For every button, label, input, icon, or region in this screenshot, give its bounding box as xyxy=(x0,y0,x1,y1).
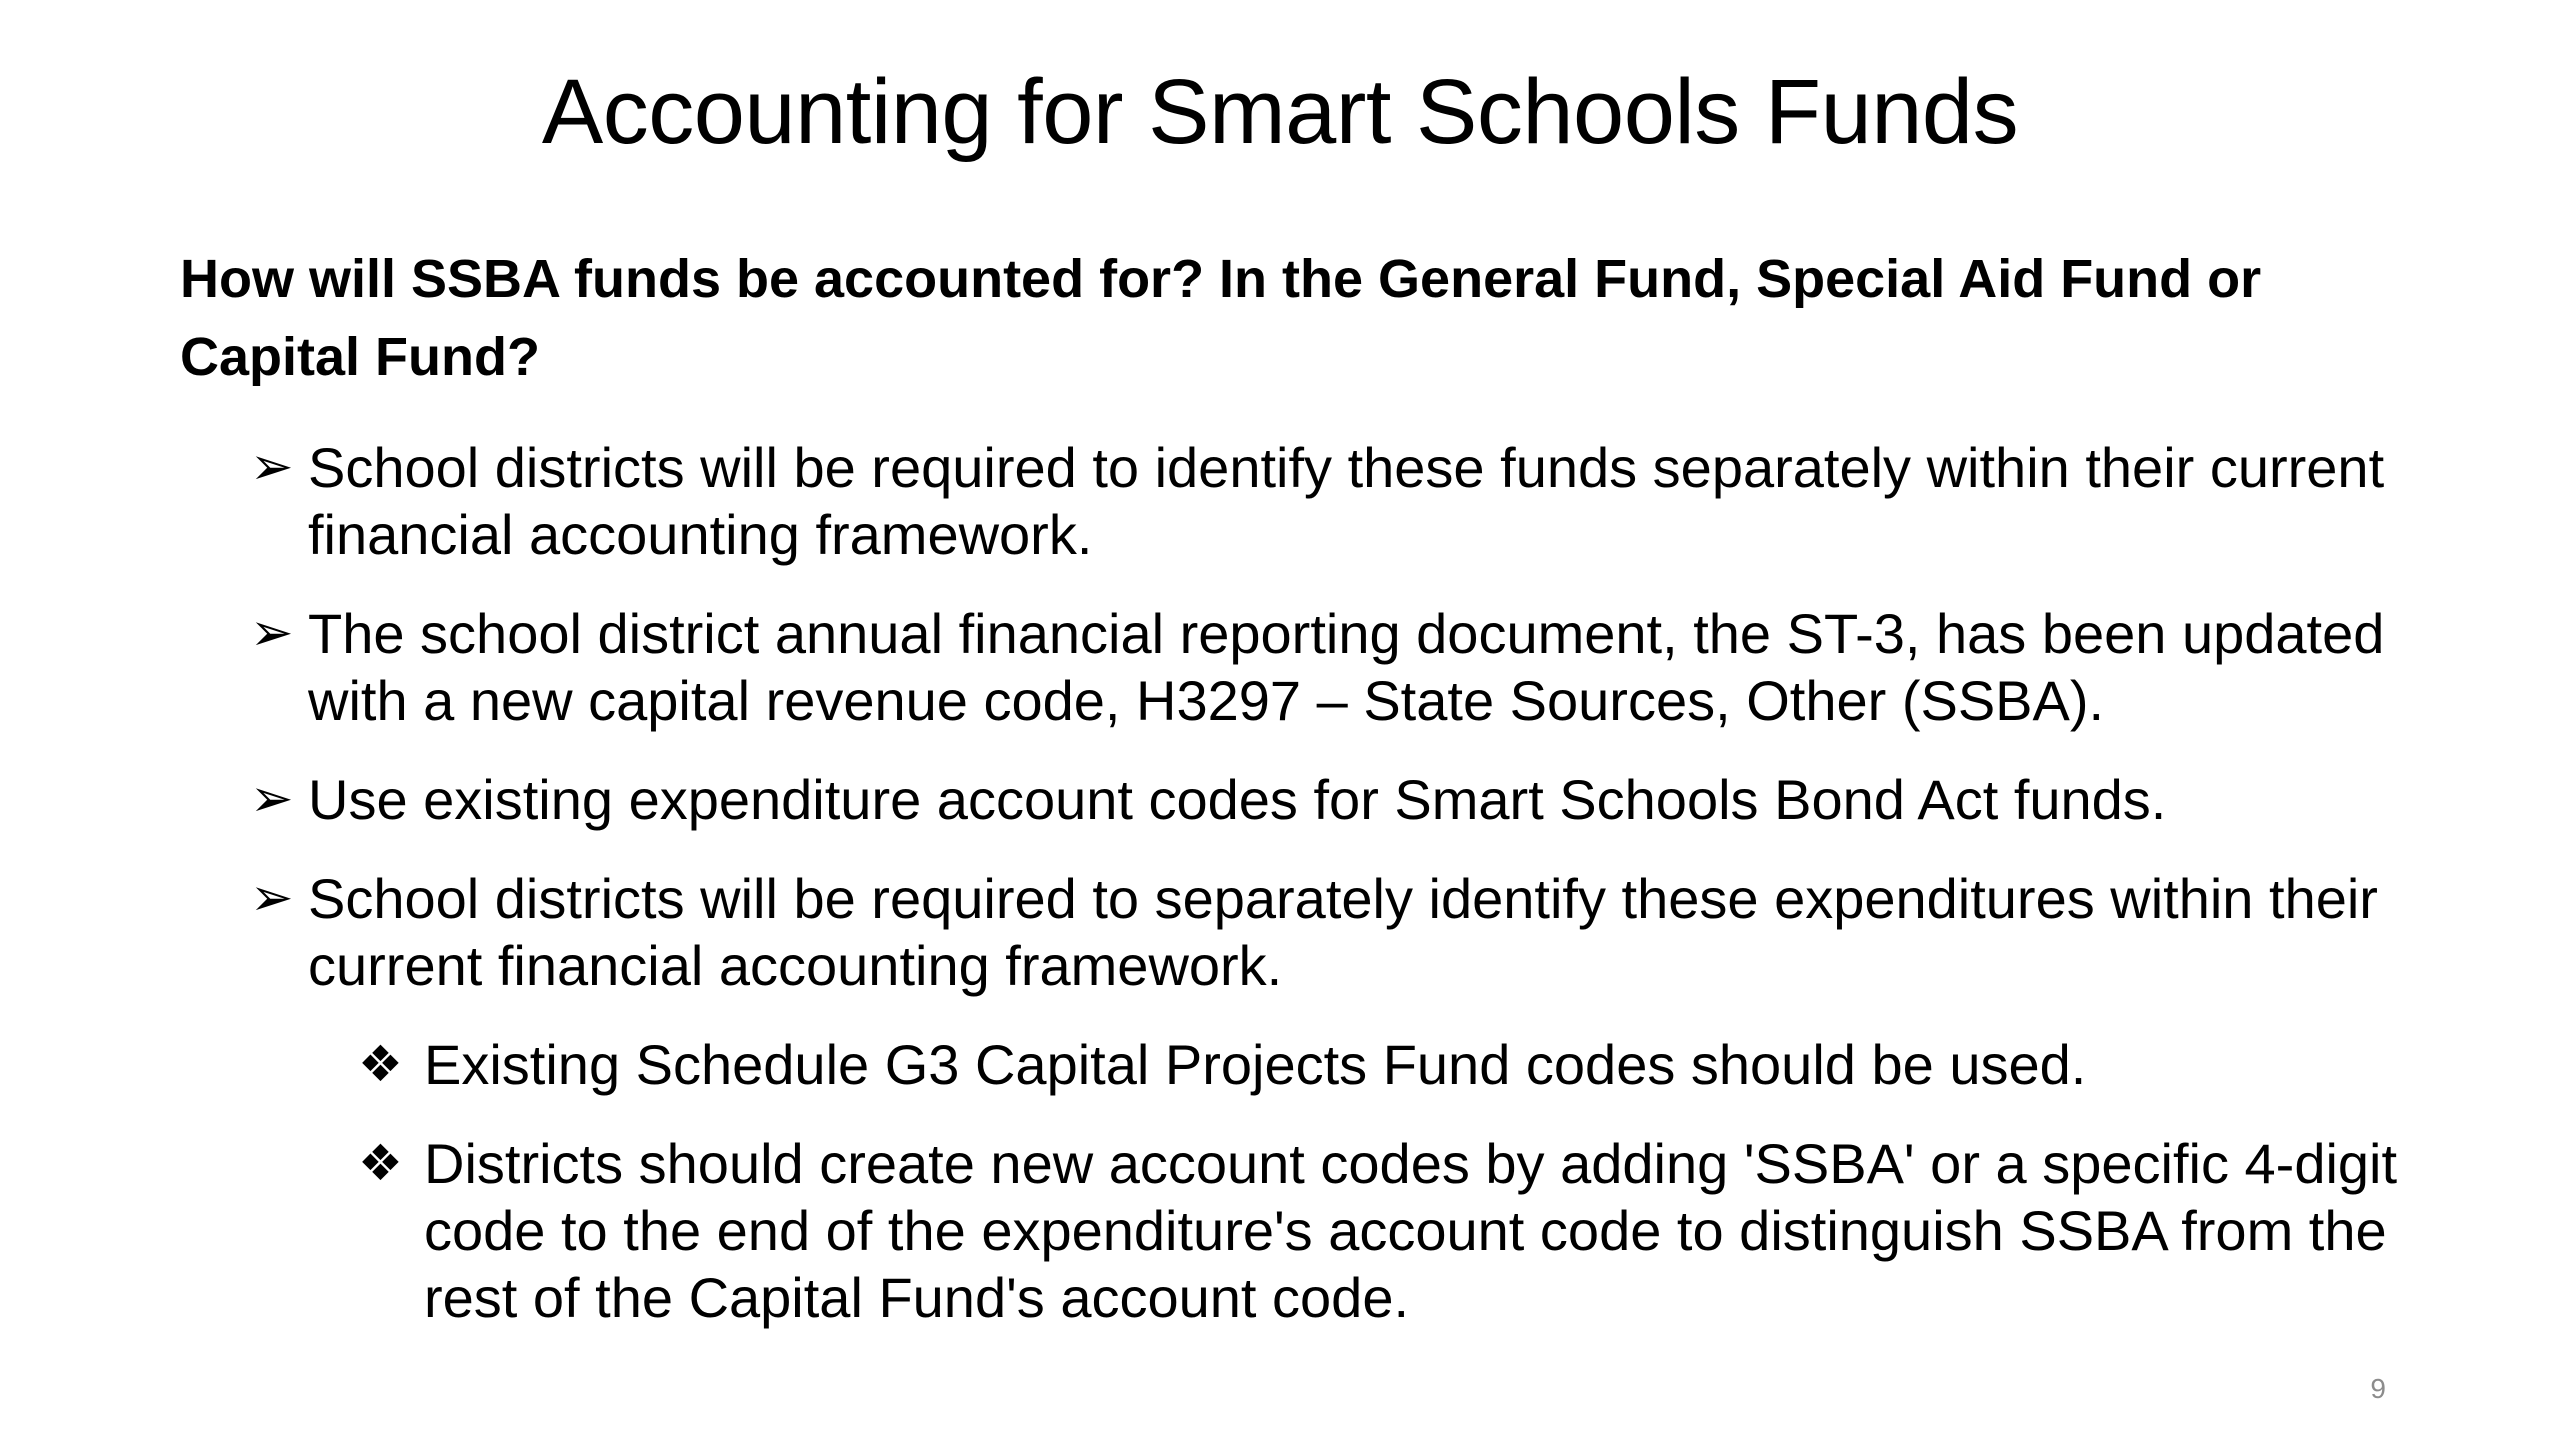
arrow-bullet-icon: ➢ xyxy=(250,868,294,928)
bullet-item xyxy=(250,434,2430,568)
diamond-bullet-icon: ❖ xyxy=(358,1134,403,1192)
page-number: 9 xyxy=(2370,1373,2386,1404)
arrow-bullet-icon: ➢ xyxy=(250,769,294,829)
arrow-bullet-icon: ➢ xyxy=(250,437,294,497)
question-heading: How will SSBA funds be accounted for? In the General Fund, Special Aid Fund or Capital Fund? xyxy=(180,249,2262,387)
sub-bullet-text: Existing Schedule G3 Capital Projects Fund codes should be used. xyxy=(424,1033,2087,1096)
bullet-item xyxy=(250,600,2430,734)
slide-title: Accounting for Smart Schools Funds xyxy=(541,61,2019,163)
arrow-bullet-icon: ➢ xyxy=(250,603,294,663)
bullet-text: The school district annual financial reporting document, the ST-3, has been updated with a new capital revenue code, H3297 – State Sources, Other (SSBA). xyxy=(308,602,2385,732)
bullet-text: Use existing expenditure account codes for Smart Schools Bond Act funds. xyxy=(308,768,2167,831)
bullet-item xyxy=(250,766,2430,833)
sub-bullet-text: Districts should create new account codes by adding 'SSBA' or a specific 4-digit code to the end of the expenditure's account code to distinguish SSBA from the rest of the Capital Fund's account code. xyxy=(424,1132,2398,1329)
bullet-list xyxy=(250,434,2430,1363)
sub-bullet-item xyxy=(358,1031,2430,1098)
sub-bullet-item xyxy=(358,1130,2430,1331)
bullet-text: School districts will be required to identify these funds separately within their current financial accounting framework. xyxy=(308,436,2385,566)
bullet-item xyxy=(250,865,2430,999)
bullet-text: School districts will be required to separately identify these expenditures within their current financial accounting framework. xyxy=(308,867,2378,997)
diamond-bullet-icon: ❖ xyxy=(358,1035,403,1093)
